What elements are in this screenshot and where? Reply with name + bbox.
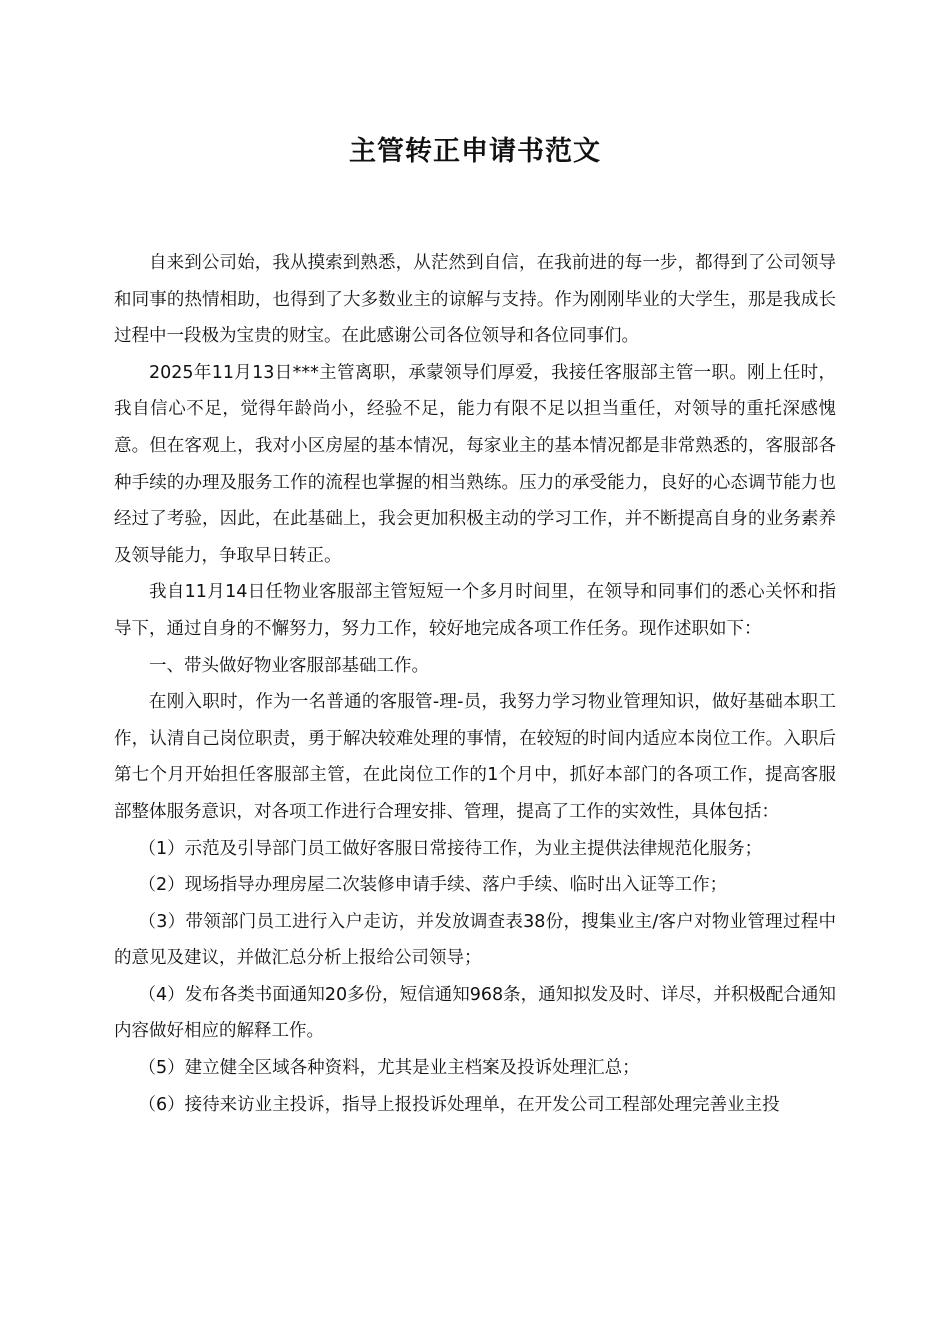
paragraph-report-intro: 我自11月14日任物业客服部主管短短一个多月时间里，在领导和同事们的悉心关怀和指导下，通过自身的不懈努力，努力工作，较好地完成各项工作任务。现作述职如下： bbox=[114, 582, 836, 639]
list-item-4: （4）发布各类书面通知20多份，短信通知968条，通知拟发及时、详尽，并积极配合通知内容做好相应的解释工作。 bbox=[114, 984, 836, 1042]
paragraph-basic-work: 在刚入职时，作为一名普通的客服管-理-员，我努力学习物业管理知识，做好基础本职工作，认清自己岗位职责，勇于解决较难处理的事情，在较短的时间内适应本岗位工作。入职后第七个月开始担任客服部主管，在此岗位工作的1个月中，抓好本部门的各项工作，提高客服部整体服务意识，对各项工作进行合理安排、管理，提高了工作的实效性，具体包括： bbox=[114, 692, 836, 822]
list-item-3: （3）带领部门员工进行入户走访，并发放调查表38份，搜集业主/客户对物业管理过程中的意见及建议，并做汇总分析上报给公司领导； bbox=[114, 911, 836, 969]
list-item-6: （6）接待来访业主投诉，指导上报投诉处理单，在开发公司工程部处理完善业主投 bbox=[138, 1094, 780, 1115]
list-item-2: （2）现场指导办理房屋二次装修申请手续、落户手续、临时出入证等工作； bbox=[138, 875, 728, 896]
paragraph-appointment: 2025年11月13日***主管离职，承蒙领导们厚爱，我接任客服部主管一职。刚上任时，我自信心不足，觉得年龄尚小，经验不足，能力有限不足以担当重任，对领导的重托深感愧意。但在客观上，我对小区房屋的基本情况，每家业主的基本情况都是非常熟悉的，客服部各种手续的办理及服务工作的流程也掌握的相当熟练。压力的承受能力，良好的心态调节能力也经过了考验，因此，在此基础上，我会更加积极主动的学习工作，并不断提高自身的业务素养及领导能力，争取早日转正。 bbox=[114, 362, 836, 566]
section-heading-1: 一、带头做好物业客服部基础工作。 bbox=[149, 655, 429, 676]
list-item-5: （5）建立健全区域各种资料，尤其是业主档案及投诉处理汇总； bbox=[138, 1058, 640, 1079]
paragraph-intro: 自来到公司始，我从摸索到熟悉，从茫然到自信，在我前进的每一步，都得到了公司领导和同事的热情相助，也得到了大多数业主的谅解与支持。作为刚刚毕业的大学生，那是我成长过程中一段极为宝贵的财宝。在此感谢公司各位领导和各位同事们。 bbox=[114, 253, 836, 347]
document-body bbox=[114, 245, 836, 1123]
list-item-1: （1）示范及引导部门员工做好客服日常接待工作，为业主提供法律规范化服务； bbox=[138, 838, 763, 859]
document-title: 主管转正申请书范文 bbox=[349, 136, 601, 167]
